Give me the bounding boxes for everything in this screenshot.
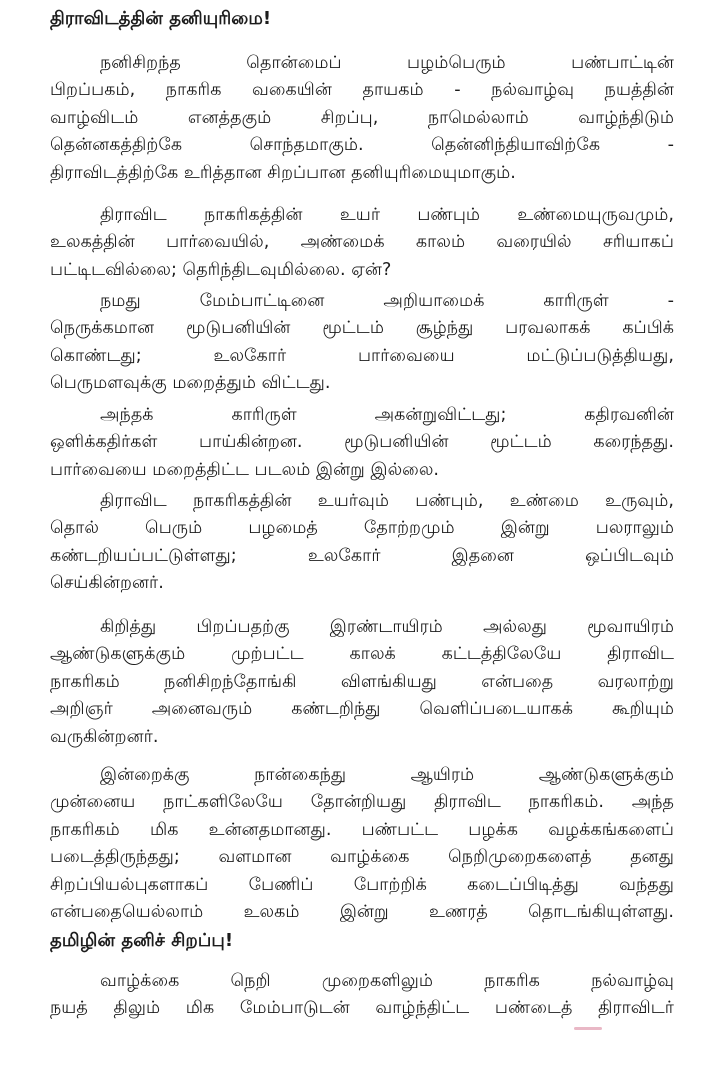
- section-heading-tamil-uniqueness: தமிழின் தனிச் சிறப்பு!: [50, 930, 234, 951]
- paragraph-line: பார்வையை மறைத்திட்ட படலம் இன்று இல்லை.: [50, 459, 440, 480]
- paragraph-line: திராவிட நாகரிகத்தின் உயர்வும் பண்பும், உண்மை உருவும்,: [100, 491, 674, 511]
- paragraph-line: அந்தக் காரிருள் அகன்றுவிட்டது; கதிரவனின்: [100, 405, 674, 425]
- paragraph-line: படைத்திருந்தது; வளமான வாழ்க்கை நெறிமுறைகளைத் தனது: [50, 847, 674, 868]
- paragraph-line: ஆண்டுகளுக்கும் முற்பட்ட காலக் கட்டத்திலேயே திராவிட: [50, 644, 674, 665]
- paragraph-line: நெருக்கமான மூடுபனியின் மூட்டம் சூழ்ந்து பரவலாகக் கப்பிக்: [50, 318, 674, 339]
- paragraph-5: [50, 488, 674, 598]
- paragraph-line: கொண்டது; உலகோர் பார்வையை மட்டுப்படுத்தியது,: [50, 345, 674, 366]
- paragraph-line: அறிஞர் அனைவரும் கண்டறிந்து வெளிப்படையாகக் கூறியும்: [50, 699, 674, 720]
- paragraph-line: நாகரிகம் மிக உன்னதமானது. பண்பட்ட பழக்க வழக்கங்களைப்: [50, 819, 674, 840]
- paragraph-3: [50, 288, 674, 398]
- paragraph-line: உலகத்தின் பார்வையில், அண்மைக் காலம் வரையில் சரியாகப்: [50, 232, 674, 253]
- paragraph-line: என்பதையெல்லாம் உலகம் இன்று உணரத் தொடங்கியுள்ளது.: [50, 901, 674, 922]
- paragraph-line: நனிசிறந்த தொன்மைப் பழம்பெரும் பண்பாட்டின்: [100, 53, 674, 73]
- paragraph-line: பெருமளவுக்கு மறைத்தும் விட்டது.: [50, 373, 331, 394]
- paragraph-line: முன்னைய நாட்களிலேயே தோன்றியது திராவிட நாகரிகம். அந்த: [50, 792, 674, 813]
- paragraph-line: பட்டிடவில்லை; தெரிந்திடவுமில்லை. ஏன்?: [50, 259, 392, 280]
- paragraph-1: [50, 50, 674, 187]
- paragraph-line: ஒளிக்கதிர்கள் பாய்கின்றன. மூடுபனியின் மூட்டம் கரைந்தது.: [50, 432, 674, 453]
- scan-mark: [574, 1027, 602, 1030]
- paragraph-line: நயத் திலும் மிக மேம்பாடுடன் வாழ்ந்திட்ட பண்டைத் திராவிடர்: [50, 998, 674, 1019]
- section-heading-dravidian-uniqueness: திராவிடத்தின் தனியுரிமை!: [50, 8, 272, 29]
- paragraph-7: [50, 762, 674, 926]
- paragraph-line: நமது மேம்பாட்டினை அறியாமைக் காரிருள் -: [100, 291, 674, 311]
- paragraph-line: கிறித்து பிறப்பதற்கு இரண்டாயிரம் அல்லது மூவாயிரம்: [100, 617, 674, 637]
- paragraph-line: தென்னகத்திற்கே சொந்தமாகும். தென்னிந்தியாவிற்கே -: [50, 135, 674, 156]
- paragraph-line: இன்றைக்கு நான்கைந்து ஆயிரம் ஆண்டுகளுக்கும்: [100, 765, 674, 785]
- paragraph-2: [50, 202, 674, 284]
- paragraph-line: சிறப்பியல்புகளாகப் பேணிப் போற்றிக் கடைப்பிடித்து வந்தது: [50, 874, 674, 895]
- paragraph-6: [50, 614, 674, 751]
- paragraph-line: திராவிடத்திற்கே உரித்தான சிறப்பான தனியுரிமையுமாகும்.: [50, 162, 516, 183]
- paragraph-8: [50, 968, 674, 1023]
- paragraph-line: வருகின்றனர்.: [50, 726, 159, 747]
- paragraph-line: செய்கின்றனர்.: [50, 573, 164, 594]
- paragraph-line: கண்டறியப்பட்டுள்ளது; உலகோர் இதனை ஒப்பிடவும்: [50, 545, 674, 566]
- paragraph-line: நாகரிகம் நனிசிறந்தோங்கி விளங்கியது என்பதை வரலாற்று: [50, 671, 674, 692]
- paragraph-line: வாழ்விடம் எனத்தகும் சிறப்பு, நாமெல்லாம் வாழ்ந்திடும்: [50, 107, 674, 128]
- paragraph-line: பிறப்பகம், நாகரிக வகையின் தாயகம் - நல்வாழ்வு நயத்தின்: [50, 80, 674, 101]
- paragraph-line: தொல் பெரும் பழமைத் தோற்றமும் இன்று பலராலும்: [50, 518, 674, 539]
- paragraph-4: [50, 402, 674, 484]
- paragraph-line: திராவிட நாகரிகத்தின் உயர் பண்பும் உண்மையுருவமும்,: [100, 205, 674, 225]
- paragraph-line: வாழ்க்கை நெறி முறைகளிலும் நாகரிக நல்வாழ்வு: [100, 971, 674, 991]
